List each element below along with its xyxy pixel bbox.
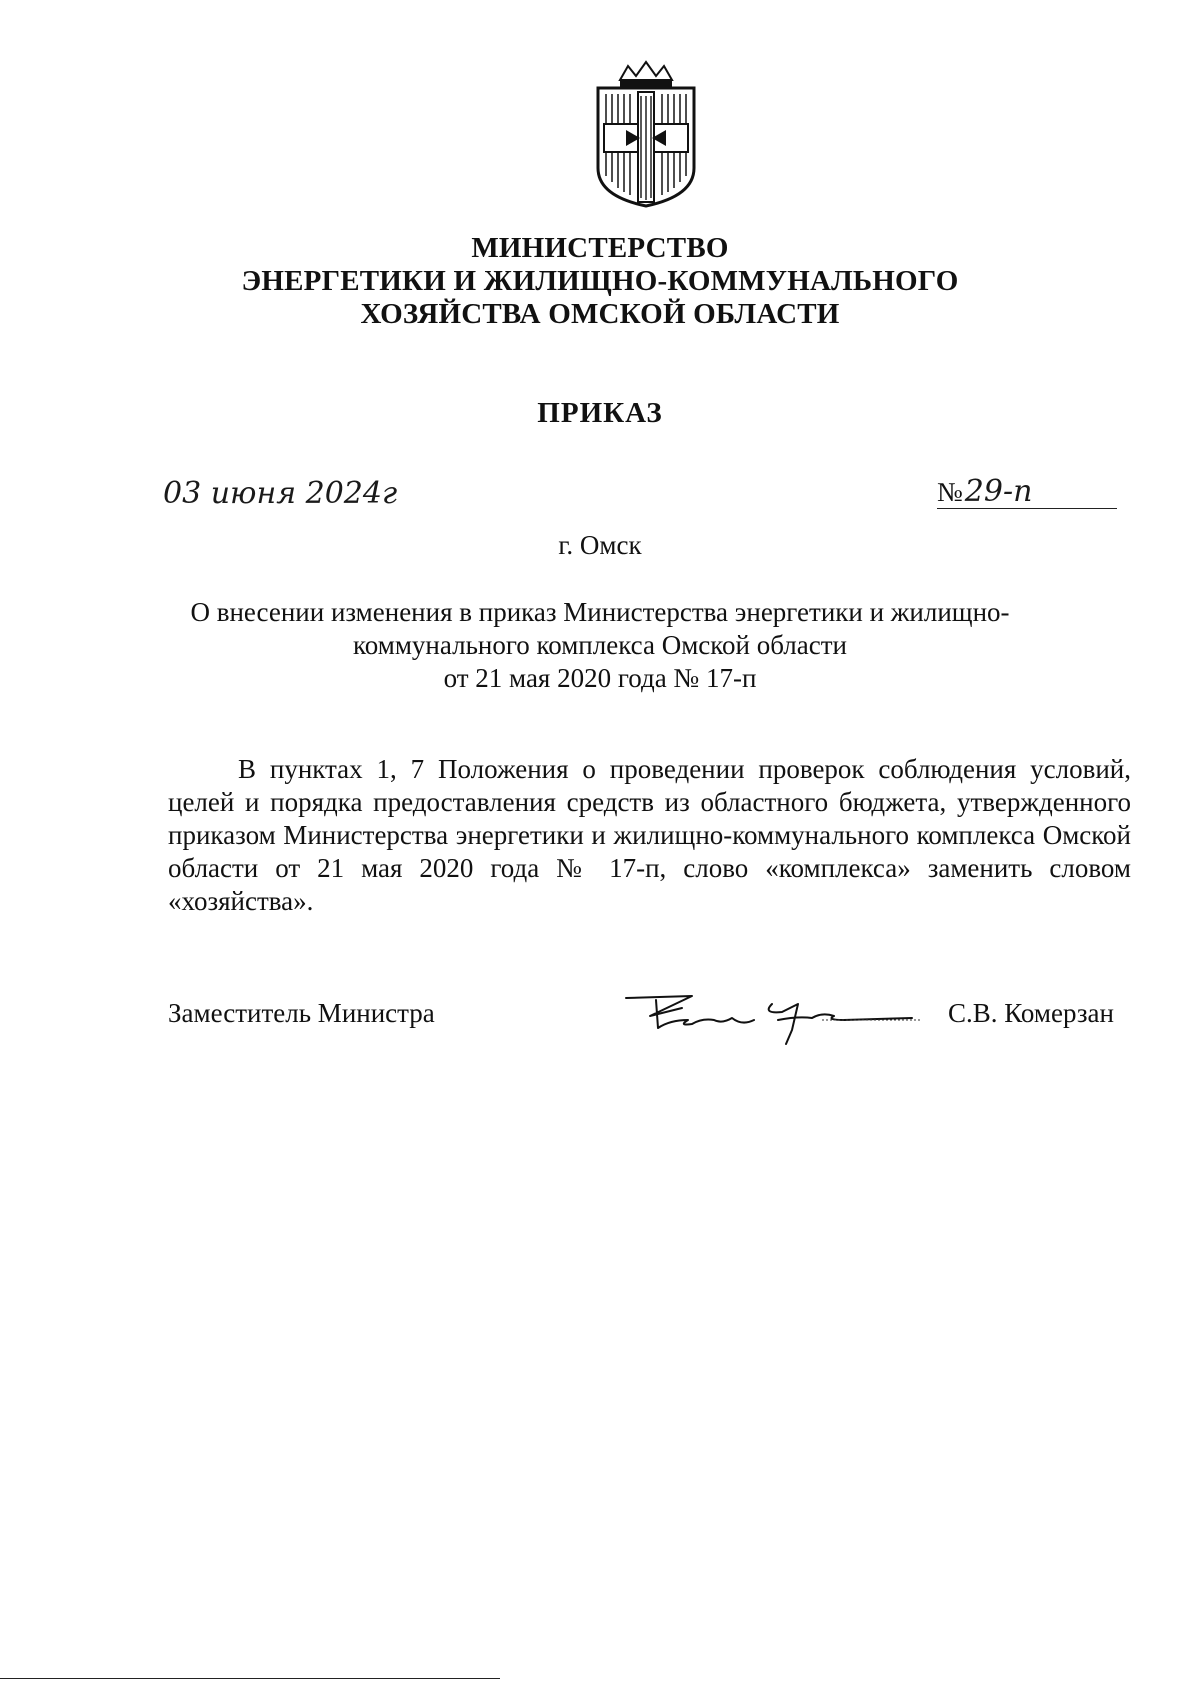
number-prefix: № [937,477,963,507]
number-handwritten: 29-п [964,474,1033,509]
document-subject [0,596,1200,695]
ministry-name-line3: ХОЗЯЙСТВА ОМСКОЙ ОБЛАСТИ [360,298,840,330]
subject-line2: коммунального комплекса Омской области [353,630,847,660]
ministry-name [0,232,1200,331]
signatory-position: Заместитель Министра [168,998,435,1028]
coat-of-arms-icon [590,58,702,208]
subject-line1: О внесении изменения в приказ Министерства энергетики и жилищно- [190,597,1010,627]
date-handwritten: 03 июня 2024г [163,476,398,511]
subject-line3: от 21 мая 2020 года № 17-п [443,663,757,693]
ministry-name-line2: ЭНЕРГЕТИКИ И ЖИЛИЩНО-КОММУНАЛЬНОГО [241,265,959,297]
handwritten-signature [622,990,922,1050]
document-type: ПРИКАЗ [537,397,663,429]
body-paragraph: В пунктах 1, 7 Положения о проведении проверок соблюдения условий, целей и порядка предоставления средств из областного бюджета, утвержденного приказом Министерства энергетики и жилищно-коммунального комплекса Омской области от 21 мая 2020 года № 17-п, слово «комплекса» заменить словом «хозяйства». [168,754,1131,916]
ministry-name-line1: МИНИСТЕРСТВО [471,232,729,264]
city: г. Омск [558,530,642,560]
footer-divider [0,1678,500,1679]
signatory-name: С.В. Комерзан [948,998,1114,1028]
document-number [937,474,1117,509]
